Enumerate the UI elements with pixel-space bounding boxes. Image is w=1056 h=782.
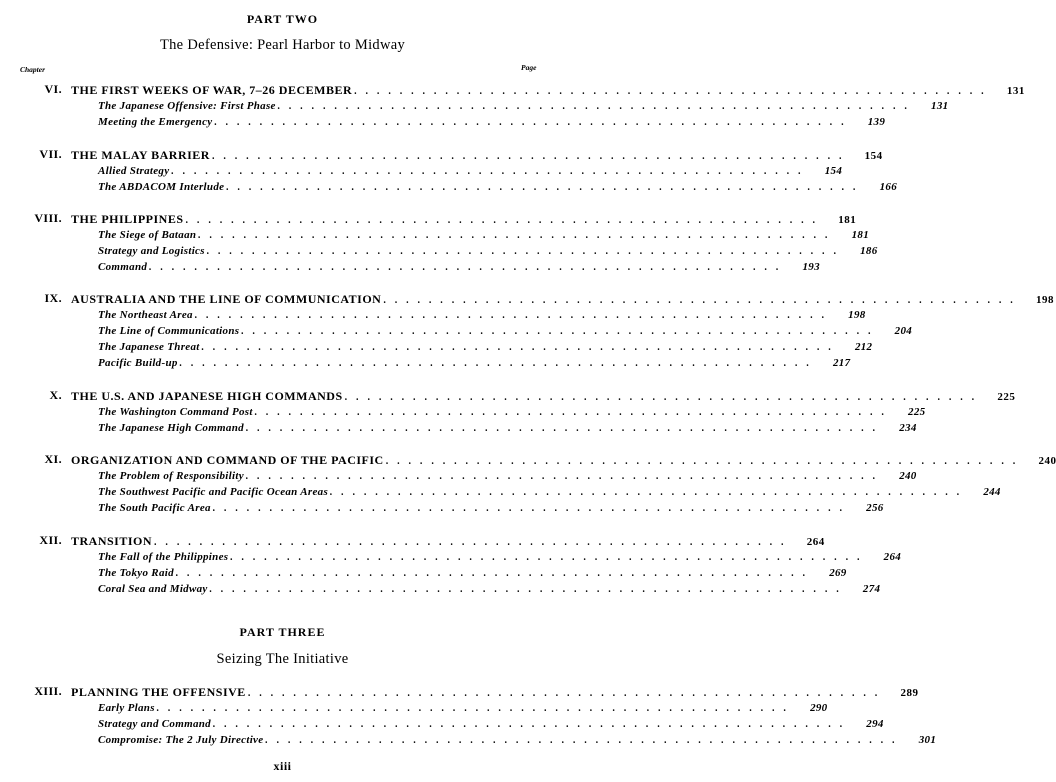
- page-number: 244: [983, 486, 1001, 498]
- dot-leader: . . . . . . . . . . . . . . . . . . . . . . . . . . . . . . . . . . . . . . . . . . . . . . . . . . . . . . . .: [344, 392, 978, 403]
- dot-leader: . . . . . . . . . . . . . . . . . . . . . . . . . . . . . . . . . . . . . . . . . . . . . . . . . . . . . . . .: [241, 326, 875, 337]
- part-three-title: Seizing The Initiative: [216, 651, 349, 667]
- page-folio: xiii: [273, 759, 292, 773]
- section-title: The Tokyo Raid: [98, 567, 174, 579]
- page-number: 240: [899, 470, 917, 482]
- dot-leader: . . . . . . . . . . . . . . . . . . . . . . . . . . . . . . . . . . . . . . . . . . . . . . . . . . . . . . . .: [175, 568, 809, 579]
- page-number: 264: [883, 551, 902, 563]
- section-entry: [98, 179, 898, 195]
- chapter-number: VII.: [39, 147, 62, 161]
- dot-leader: . . . . . . . . . . . . . . . . . . . . . . . . . . . . . . . . . . . . . . . . . . . . . . . . . . . . . . . .: [385, 456, 1019, 467]
- dot-leader: . . . . . . . . . . . . . . . . . . . . . . . . . . . . . . . . . . . . . . . . . . . . . . . . . . . . . . . .: [354, 86, 987, 97]
- section-title: The ABDACOM Interlude: [98, 181, 225, 193]
- dot-leader: . . . . . . . . . . . . . . . . . . . . . . . . . . . . . . . . . . . . . . . . . . . . . . . . . . . . . . . .: [201, 342, 835, 353]
- chapter-entry: [71, 211, 857, 227]
- chapter-entry: [71, 388, 1016, 404]
- section-entry: [98, 323, 913, 339]
- page-number: 181: [838, 214, 857, 226]
- part-two-title: The Defensive: Pearl Harbor to Midway: [159, 37, 406, 53]
- dot-leader: . . . . . . . . . . . . . . . . . . . . . . . . . . . . . . . . . . . . . . . . . . . . . . . . . . . . . . . .: [254, 407, 888, 418]
- page-number: 139: [867, 116, 886, 128]
- page-number: 131: [1006, 85, 1025, 97]
- dot-leader: . . . . . . . . . . . . . . . . . . . . . . . . . . . . . . . . . . . . . . . . . . . . . . . . . . . . . . . .: [212, 719, 846, 730]
- section-title: Command: [98, 261, 148, 273]
- dot-leader: . . . . . . . . . . . . . . . . . . . . . . . . . . . . . . . . . . . . . . . . . . . . . . . . . . . . . . . .: [383, 295, 1017, 306]
- dot-leader: . . . . . . . . . . . . . . . . . . . . . . . . . . . . . . . . . . . . . . . . . . . . . . . . . . . . . . . .: [214, 117, 848, 128]
- section-entry: [98, 243, 878, 259]
- page-number: 301: [918, 734, 937, 746]
- chapter-entry: [71, 533, 825, 549]
- section-title: The Fall of the Philippines: [98, 551, 229, 563]
- chapter-number: VI.: [44, 82, 62, 96]
- dot-leader: . . . . . . . . . . . . . . . . . . . . . . . . . . . . . . . . . . . . . . . . . . . . . . . . . . . . . . . .: [277, 101, 911, 112]
- chapter-entry: [71, 147, 883, 163]
- dot-leader: . . . . . . . . . . . . . . . . . . . . . . . . . . . . . . . . . . . . . . . . . . . . . . . . . . . . . . . .: [245, 423, 879, 434]
- dot-leader: . . . . . . . . . . . . . . . . . . . . . . . . . . . . . . . . . . . . . . . . . . . . . . . . . . . . . . . .: [206, 246, 840, 257]
- section-title: Pacific Build-up: [98, 357, 178, 369]
- page-number: 204: [894, 325, 913, 337]
- section-title: Early Plans: [98, 702, 155, 714]
- section-entry: [98, 468, 917, 484]
- section-entry: [98, 163, 843, 179]
- dot-leader: . . . . . . . . . . . . . . . . . . . . . . . . . . . . . . . . . . . . . . . . . . . . . . . . . . . . . . . .: [211, 151, 845, 162]
- section-title: Meeting the Emergency: [98, 116, 213, 128]
- page-number: 154: [824, 165, 843, 177]
- section-entry: [98, 549, 902, 565]
- section-title: Strategy and Logistics: [98, 245, 205, 257]
- dot-leader: . . . . . . . . . . . . . . . . . . . . . . . . . . . . . . . . . . . . . . . . . . . . . . . . . . . . . . . .: [156, 703, 790, 714]
- section-entry: [98, 259, 820, 275]
- dot-leader: . . . . . . . . . . . . . . . . . . . . . . . . . . . . . . . . . . . . . . . . . . . . . . . . . . . . . . . .: [330, 487, 963, 498]
- page-number: 181: [851, 229, 869, 241]
- section-title: The Northeast Area: [98, 309, 193, 321]
- dot-leader: . . . . . . . . . . . . . . . . . . . . . . . . . . . . . . . . . . . . . . . . . . . . . . . . . . . . . . . .: [185, 215, 819, 226]
- section-entry: [98, 227, 869, 243]
- chapter-number: VIII.: [34, 211, 62, 225]
- dot-leader: . . . . . . . . . . . . . . . . . . . . . . . . . . . . . . . . . . . . . . . . . . . . . . . . . . . . . . . .: [149, 262, 782, 273]
- section-title: The Southwest Pacific and Pacific Ocean Areas: [98, 486, 329, 498]
- chapter-entry: [71, 684, 919, 700]
- chapter-title: THE MALAY BARRIER: [71, 148, 210, 162]
- page-number: 289: [900, 687, 919, 699]
- section-title: The Line of Communications: [98, 325, 240, 337]
- page-number: 294: [866, 718, 884, 730]
- chapter-title: AUSTRALIA AND THE LINE OF COMMUNICATION: [71, 292, 382, 306]
- section-entry: [98, 114, 886, 130]
- page-number: 212: [854, 341, 873, 353]
- section-title: Allied Strategy: [98, 165, 170, 177]
- section-entry: [98, 420, 917, 436]
- section-title: Strategy and Command: [98, 718, 211, 730]
- chapter-title: PLANNING THE OFFENSIVE: [71, 685, 246, 699]
- chapter-number: XII.: [39, 533, 62, 547]
- chapter-number: X.: [49, 388, 62, 402]
- page-number: 240: [1038, 455, 1056, 467]
- dot-leader: . . . . . . . . . . . . . . . . . . . . . . . . . . . . . . . . . . . . . . . . . . . . . . . . . . . . . . . .: [247, 688, 881, 699]
- section-title: The Siege of Bataan: [98, 229, 197, 241]
- section-title: The Japanese High Command: [98, 422, 244, 434]
- chapter-entry: [71, 291, 1055, 307]
- dot-leader: . . . . . . . . . . . . . . . . . . . . . . . . . . . . . . . . . . . . . . . . . . . . . . . . . . . . . . . .: [212, 503, 846, 514]
- dot-leader: . . . . . . . . . . . . . . . . . . . . . . . . . . . . . . . . . . . . . . . . . . . . . . . . . . . . . . . .: [179, 358, 813, 369]
- section-entry: [98, 700, 828, 716]
- page-number: 234: [899, 422, 917, 434]
- chapter-number: XI.: [44, 452, 62, 466]
- section-entry: [98, 565, 847, 581]
- section-title: Coral Sea and Midway: [98, 583, 208, 595]
- page-column-header: Page: [521, 63, 537, 72]
- part-two-label: PART TWO: [246, 12, 319, 26]
- chapter-column-header: Chapter: [20, 65, 46, 74]
- page-number: 225: [997, 391, 1016, 403]
- page-number: 269: [829, 567, 847, 579]
- chapter-entry: [71, 452, 1056, 468]
- section-entry: [98, 355, 851, 371]
- section-entry: [98, 404, 926, 420]
- section-title: The South Pacific Area: [98, 502, 211, 514]
- page-number: 198: [848, 309, 866, 321]
- section-entry: [98, 484, 1001, 500]
- page-number: 166: [879, 181, 898, 193]
- chapter-title: TRANSITION: [71, 534, 153, 548]
- chapter-title: ORGANIZATION AND COMMAND OF THE PACIFIC: [71, 453, 384, 467]
- dot-leader: . . . . . . . . . . . . . . . . . . . . . . . . . . . . . . . . . . . . . . . . . . . . . . . . . . . . . . . .: [154, 537, 787, 548]
- section-title: The Japanese Offensive: First Phase: [98, 100, 276, 112]
- section-entry: [98, 581, 881, 597]
- dot-leader: . . . . . . . . . . . . . . . . . . . . . . . . . . . . . . . . . . . . . . . . . . . . . . . . . . . . . . . .: [194, 310, 828, 321]
- chapter-title: THE U.S. AND JAPANESE HIGH COMMANDS: [71, 389, 343, 403]
- dot-leader: . . . . . . . . . . . . . . . . . . . . . . . . . . . . . . . . . . . . . . . . . . . . . . . . . . . . . . . .: [230, 552, 864, 563]
- section-entry: [98, 98, 949, 114]
- dot-leader: . . . . . . . . . . . . . . . . . . . . . . . . . . . . . . . . . . . . . . . . . . . . . . . . . . . . . . . .: [198, 230, 831, 241]
- page-number: 217: [832, 357, 851, 369]
- section-entry: [98, 716, 884, 732]
- chapter-title: THE FIRST WEEKS OF WAR, 7–26 DECEMBER: [71, 83, 353, 97]
- page-number: 264: [806, 536, 825, 548]
- dot-leader: . . . . . . . . . . . . . . . . . . . . . . . . . . . . . . . . . . . . . . . . . . . . . . . . . . . . . . . .: [226, 182, 860, 193]
- chapter-number: IX.: [44, 291, 62, 305]
- chapter-entry: [71, 82, 1025, 98]
- section-entry: [98, 500, 884, 516]
- chapter-title: THE PHILIPPINES: [71, 212, 184, 226]
- dot-leader: . . . . . . . . . . . . . . . . . . . . . . . . . . . . . . . . . . . . . . . . . . . . . . . . . . . . . . . .: [265, 735, 899, 746]
- section-title: Compromise: The 2 July Directive: [98, 734, 264, 746]
- section-entry: [98, 339, 873, 355]
- page-number: 131: [931, 100, 949, 112]
- page-number: 198: [1036, 294, 1055, 306]
- page-number: 256: [866, 502, 884, 514]
- dot-leader: . . . . . . . . . . . . . . . . . . . . . . . . . . . . . . . . . . . . . . . . . . . . . . . . . . . . . . . .: [245, 471, 879, 482]
- section-title: The Japanese Threat: [98, 341, 200, 353]
- dot-leader: . . . . . . . . . . . . . . . . . . . . . . . . . . . . . . . . . . . . . . . . . . . . . . . . . . . . . . . .: [171, 166, 805, 177]
- page-number: 186: [860, 245, 878, 257]
- page-number: 274: [862, 583, 881, 595]
- page-number: 225: [908, 406, 926, 418]
- section-entry: [98, 732, 937, 748]
- section-entry: [98, 307, 866, 323]
- part-three-label: PART THREE: [239, 625, 326, 639]
- section-title: The Washington Command Post: [98, 406, 253, 418]
- page-number: 290: [810, 702, 828, 714]
- page-number: 193: [802, 261, 820, 273]
- section-title: The Problem of Responsibility: [98, 470, 244, 482]
- page-number: 154: [864, 150, 883, 162]
- dot-leader: . . . . . . . . . . . . . . . . . . . . . . . . . . . . . . . . . . . . . . . . . . . . . . . . . . . . . . . .: [209, 584, 843, 595]
- chapter-number: XIII.: [34, 684, 62, 698]
